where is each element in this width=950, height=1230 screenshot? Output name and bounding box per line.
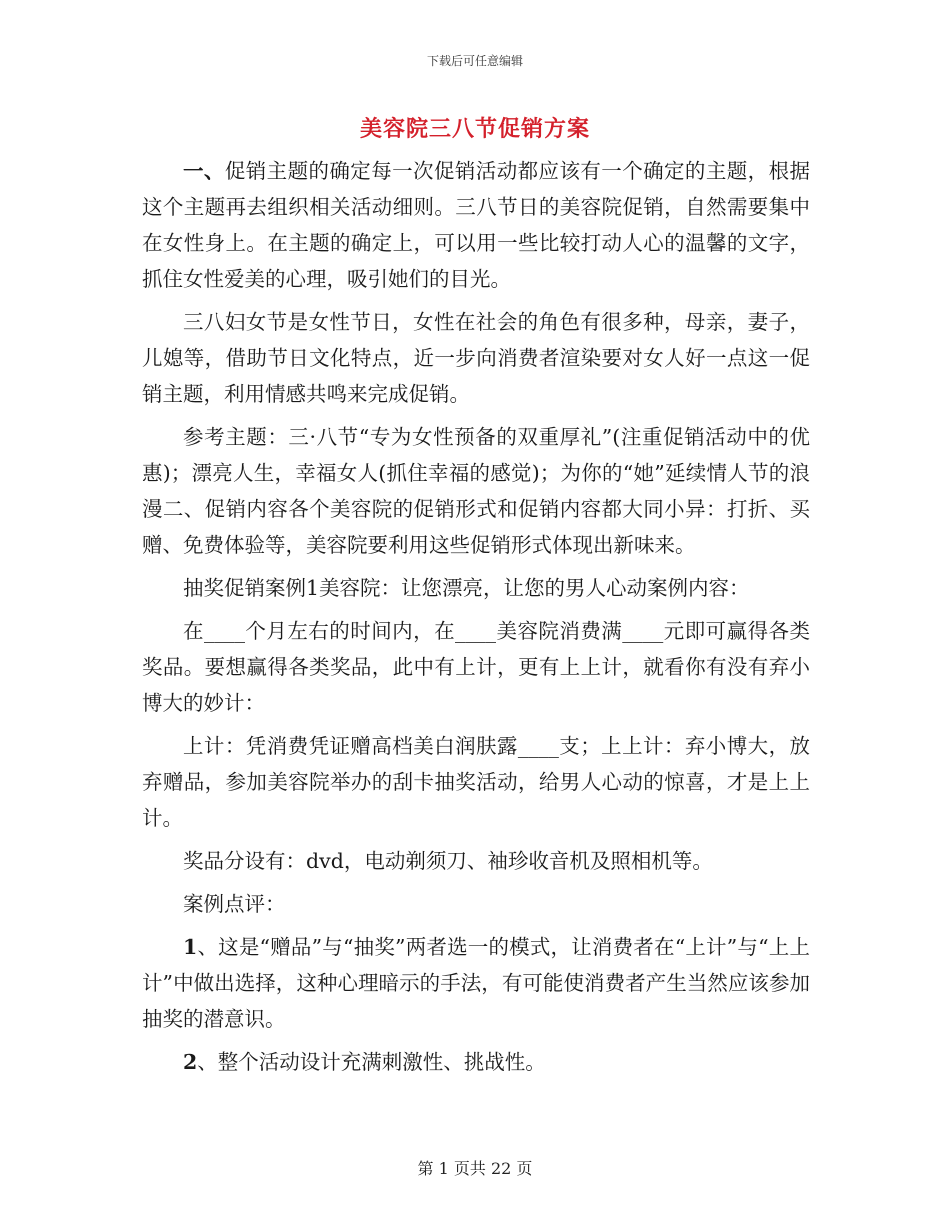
paragraph-lead: 一、 <box>183 159 225 183</box>
paragraph-text: 、整个活动设计充满刺激性、挑战性。 <box>197 1050 546 1074</box>
paragraph <box>142 728 810 836</box>
paragraph-text: 上计：凭消费凭证赠高档美白润肤露____支；上上计：弃小博大，放弃赠品，参加美容院举办的刮卡抽奖活动，给男人心动的惊喜，才是上上计。 <box>142 734 810 830</box>
paragraph-lead: 1 <box>183 935 198 959</box>
paragraph <box>142 886 810 922</box>
paragraph-lead: 2 <box>183 1050 198 1074</box>
paragraph <box>142 929 810 1037</box>
document-body <box>142 153 810 1087</box>
paragraph-text: 奖品分设有：dvd，电动剃须刀、袖珍收音机及照相机等。 <box>183 849 713 873</box>
header-note: 下载后可任意编辑 <box>426 54 523 68</box>
paragraph <box>142 843 810 879</box>
paragraph <box>142 153 810 297</box>
paragraph <box>142 613 810 721</box>
paragraph-text: 参考主题：三·八节“专为女性预备的双重厚礼”(注重促销活动中的优惠)；漂亮人生，幸福女人(抓住幸福的感觉)；为你的“她”延续情人节的浪漫二、促销内容各个美容院的促销形式和促销内容都大同小异：打折、买赠、免费体验等，美容院要利用这些促销形式体现出新味来。 <box>142 425 810 557</box>
page-title: 美容院三八节促销方案 <box>359 116 590 142</box>
paragraph <box>142 419 810 563</box>
paragraph-text: 三八妇女节是女性节日，女性在社会的角色有很多种，母亲，妻子，儿媳等，借助节日文化特点，近一步向消费者渲染要对女人好一点这一促销主题，利用情感共鸣来完成促销。 <box>142 310 810 406</box>
paragraph-text: 促销主题的确定每一次促销活动都应该有一个确定的主题，根据这个主题再去组织相关活动细则。三八节日的美容院促销，自然需要集中在女性身上。在主题的确定上，可以用一些比较打动人心的温馨的文字，抓住女性爱美的心理，吸引她们的目光。 <box>142 159 810 291</box>
paragraph <box>142 304 810 412</box>
page-footer: 第 1 页共 22 页 <box>417 1159 533 1178</box>
paragraph-text: 、这是“赠品”与“抽奖”两者选一的模式，让消费者在“上计”与“上上计”中做出选择，这种心理暗示的手法，有可能使消费者产生当然应该参加抽奖的潜意识。 <box>142 935 810 1031</box>
paragraph <box>142 570 810 606</box>
paragraph <box>142 1044 810 1080</box>
paragraph-text: 在____个月左右的时间内，在____美容院消费满____元即可赢得各类奖品。要想赢得各类奖品，此中有上计，更有上上计，就看你有没有弃小博大的妙计： <box>142 619 810 715</box>
paragraph-text: 抽奖促销案例1美容院：让您漂亮，让您的男人心动案例内容： <box>183 576 750 600</box>
paragraph-text: 案例点评： <box>183 892 286 916</box>
